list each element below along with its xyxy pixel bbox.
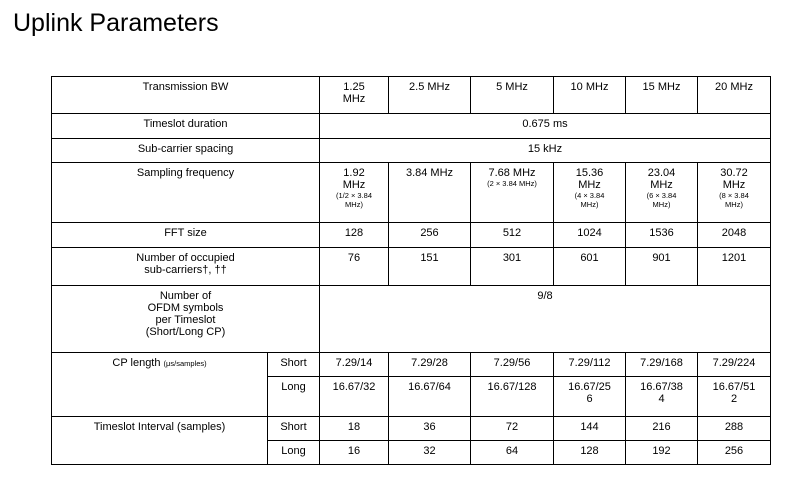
row-label: Timeslot duration — [52, 114, 320, 139]
cell: 301 — [471, 248, 554, 286]
cell: 256 — [698, 441, 771, 465]
cell: 1536 — [626, 223, 698, 248]
note: (4 × 3.84 MHz) — [574, 191, 605, 209]
cell: 2048 — [698, 223, 771, 248]
cell: 2.5 MHz — [389, 77, 471, 114]
cell: 901 — [626, 248, 698, 286]
cell: 512 — [471, 223, 554, 248]
cell: 1.25 MHz — [320, 77, 389, 114]
row-transmission-bw — [52, 77, 771, 114]
cell — [626, 163, 698, 223]
cell: 16.67/128 — [471, 377, 554, 417]
cell: 5 MHz — [471, 77, 554, 114]
cell: 32 — [389, 441, 471, 465]
note: (2 × 3.84 MHz) — [487, 179, 537, 188]
note: (6 × 3.84 MHz) — [646, 191, 677, 209]
row-ofdm-symbols — [52, 286, 771, 353]
cell: 128 — [320, 223, 389, 248]
value: 3.84 MHz — [405, 167, 454, 179]
cell — [389, 163, 471, 223]
cell: 16.67/32 — [320, 377, 389, 417]
cell: 15 MHz — [626, 77, 698, 114]
cell — [698, 163, 771, 223]
sub-label: Long — [268, 377, 320, 417]
unit-text: (μs/samples) — [163, 359, 207, 368]
sub-label: Long — [268, 441, 320, 465]
cell — [320, 163, 389, 223]
value: 7.68 MHz — [488, 167, 536, 179]
cell — [554, 163, 626, 223]
value: 30.72 MHz — [720, 167, 748, 191]
cell: 36 — [389, 417, 471, 441]
cell: 16 — [320, 441, 389, 465]
row-label: Timeslot Interval (samples) — [52, 417, 268, 465]
cell: 7.29/112 — [554, 353, 626, 377]
cell: 16.67/51 2 — [698, 377, 771, 417]
row-label: FFT size — [52, 223, 320, 248]
cell: 9/8 — [320, 286, 771, 353]
row-fft-size — [52, 223, 771, 248]
cell: 10 MHz — [554, 77, 626, 114]
cell: 1024 — [554, 223, 626, 248]
cell: 128 — [554, 441, 626, 465]
row-occupied-subcarriers — [52, 248, 771, 286]
cell: 18 — [320, 417, 389, 441]
cell: 16.67/38 4 — [626, 377, 698, 417]
cell: 16.67/64 — [389, 377, 471, 417]
cell: 7.29/56 — [471, 353, 554, 377]
row-label: Sampling frequency — [52, 163, 320, 223]
cell: 7.29/224 — [698, 353, 771, 377]
cell: 1201 — [698, 248, 771, 286]
cell: 16.67/25 6 — [554, 377, 626, 417]
cell: 216 — [626, 417, 698, 441]
row-timeslot-duration — [52, 114, 771, 139]
sub-label: Short — [268, 353, 320, 377]
cell: 72 — [471, 417, 554, 441]
row-label: Number of OFDM symbols per Timeslot (Short/Long CP) — [52, 286, 320, 353]
cell: 144 — [554, 417, 626, 441]
row-cp-short — [52, 353, 771, 377]
cell: 76 — [320, 248, 389, 286]
cell: 15 kHz — [320, 139, 771, 163]
row-label: Sub-carrier spacing — [52, 139, 320, 163]
row-label: Number of occupied sub-carriers†, †† — [52, 248, 320, 286]
note: (1/2 × 3.84 MHz) — [335, 191, 373, 209]
cell: 7.29/14 — [320, 353, 389, 377]
cell: 7.29/168 — [626, 353, 698, 377]
cell: 256 — [389, 223, 471, 248]
row-label: Transmission BW — [52, 77, 320, 114]
value: 15.36 MHz — [575, 167, 604, 191]
label-text: CP length — [112, 357, 161, 369]
cell: 288 — [698, 417, 771, 441]
row-label — [52, 353, 268, 417]
row-sampling-frequency — [52, 163, 771, 223]
cell — [471, 163, 554, 223]
cell: 601 — [554, 248, 626, 286]
note: (8 × 3.84 MHz) — [719, 191, 749, 209]
cell: 20 MHz — [698, 77, 771, 114]
value: 23.04 MHz — [647, 167, 676, 191]
cell: 0.675 ms — [320, 114, 771, 139]
row-subcarrier-spacing — [52, 139, 771, 163]
cell: 7.29/28 — [389, 353, 471, 377]
value: 1.92 MHz — [342, 167, 366, 191]
cell: 64 — [471, 441, 554, 465]
cell: 192 — [626, 441, 698, 465]
page-title: Uplink Parameters — [13, 9, 219, 37]
uplink-parameters-table — [51, 76, 771, 465]
sub-label: Short — [268, 417, 320, 441]
cell: 151 — [389, 248, 471, 286]
row-interval-short — [52, 417, 771, 441]
